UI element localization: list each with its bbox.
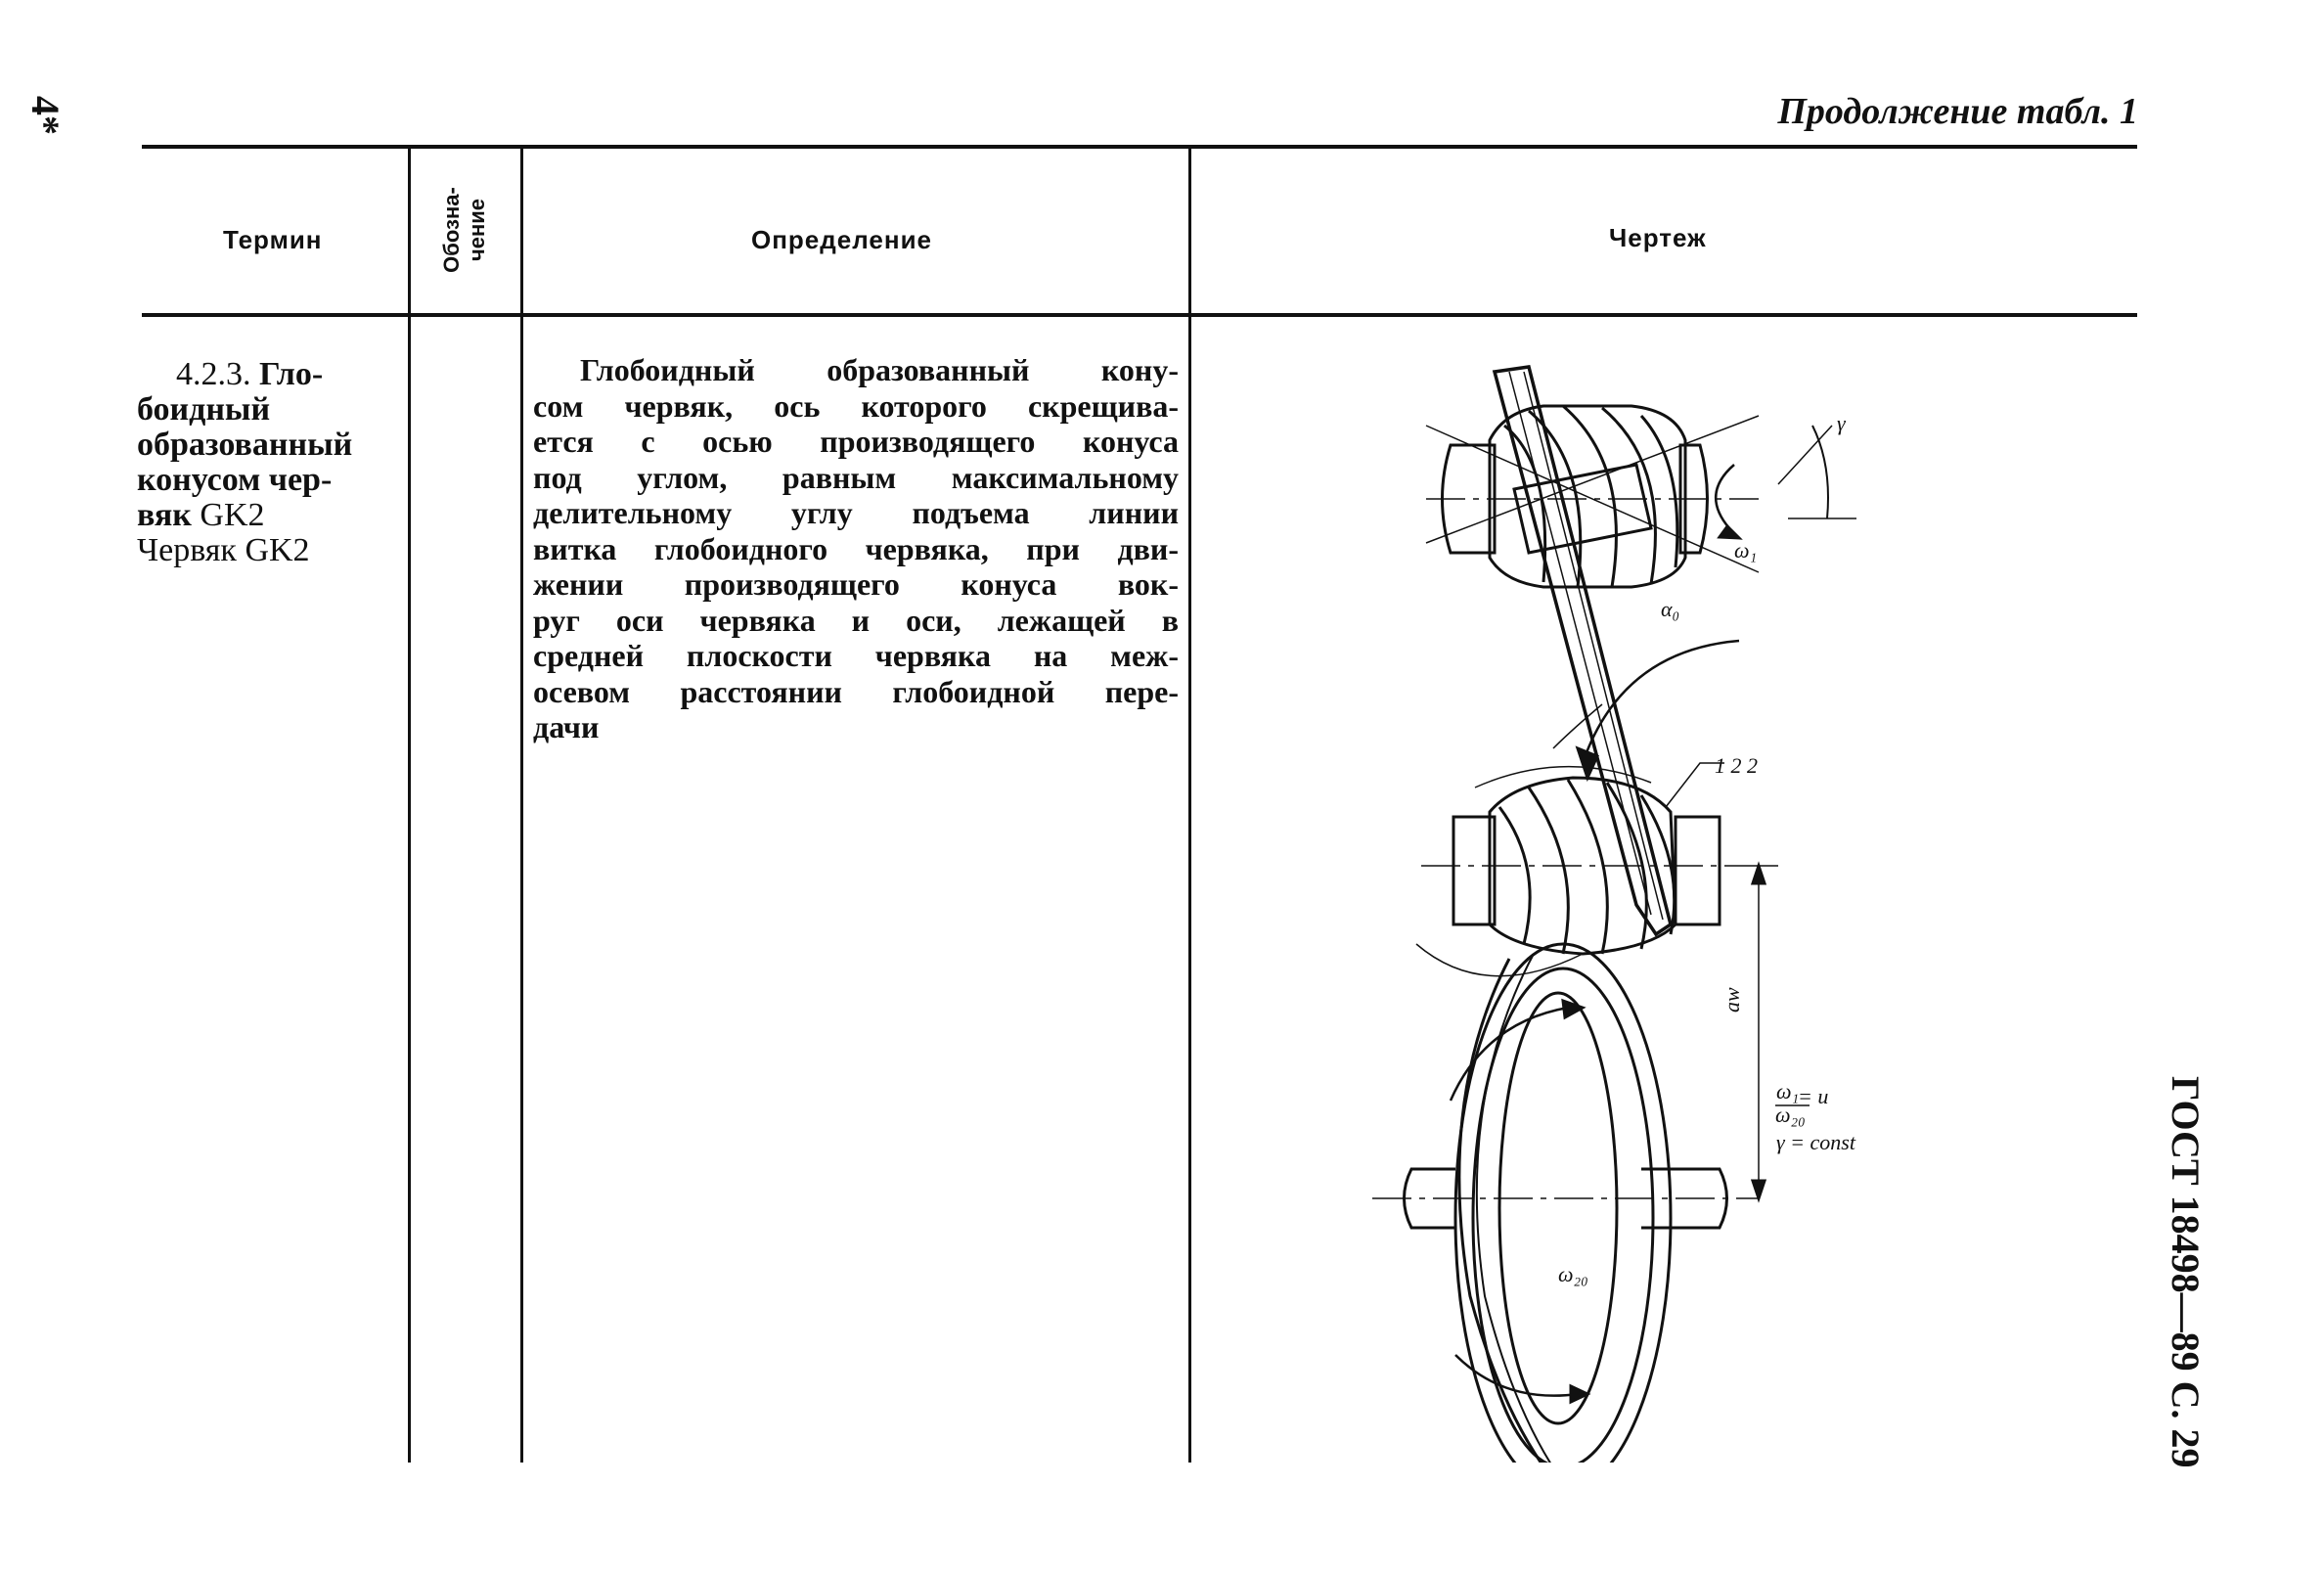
def-line-9: средней плоскости червяка на меж- bbox=[533, 638, 1179, 673]
term-code: GK2 bbox=[200, 497, 265, 533]
side-label: ГОСТ 18498—89 С. 29 bbox=[2164, 1076, 2208, 1468]
header-term: Термин bbox=[223, 225, 323, 254]
header-drawing: Чертеж bbox=[1609, 223, 1707, 252]
header-definition: Определение bbox=[751, 225, 933, 254]
def-line-4: под углом, равным максимальному bbox=[533, 459, 1179, 495]
label-parts: 1 2 2 bbox=[1715, 753, 1758, 778]
continued-label: Продолжение табл. 1 bbox=[1777, 91, 2138, 132]
def-line-10: осевом расстоянии глобоидной пере- bbox=[533, 673, 1179, 709]
def-line-3: ется с осью производящего конуса bbox=[533, 424, 1179, 459]
term-bold-line-5: вяк bbox=[137, 497, 192, 533]
label-alpha0: α₀ bbox=[1661, 597, 1680, 621]
term-bold-line-4: конусом чер- bbox=[137, 462, 333, 498]
col-divider-1 bbox=[408, 147, 411, 1463]
def-line-11: дачи bbox=[533, 709, 600, 744]
def-line-6: витка глобоидного червяка, при дви- bbox=[533, 530, 1179, 566]
col-divider-2 bbox=[520, 147, 523, 1463]
label-omega1: ω₁ bbox=[1734, 538, 1758, 563]
term-number: 4.2.3. bbox=[176, 356, 251, 392]
term-bold-line-3: образованный bbox=[137, 427, 353, 463]
term-alt: Червяк GK2 bbox=[137, 532, 310, 568]
label-ratio-den: ω₂₀ bbox=[1775, 1103, 1806, 1127]
def-line-5: делительному углу подъема линии bbox=[533, 495, 1179, 530]
technical-drawing bbox=[1191, 318, 1935, 1463]
def-line-2: сом червяк, ось которого скрещива- bbox=[533, 387, 1179, 424]
term-bold-line-1: Гло- bbox=[259, 356, 324, 392]
definition-cell bbox=[533, 352, 1179, 745]
def-line-1: Глобоидный образованный кону- bbox=[580, 352, 1179, 387]
corner-mark: 4* bbox=[23, 96, 67, 135]
label-gamma-const: γ = const bbox=[1776, 1130, 1855, 1154]
label-ratio-num: ω₁ bbox=[1776, 1079, 1800, 1103]
label-omega20: ω₂₀ bbox=[1558, 1262, 1588, 1286]
def-line-7: жении производящего конуса вок- bbox=[533, 566, 1179, 602]
term-bold-line-2: боидный bbox=[137, 391, 271, 428]
term-cell bbox=[137, 357, 377, 568]
header-designation bbox=[411, 147, 520, 313]
header-designation-text: Обозна- чение bbox=[439, 187, 489, 273]
label-gamma: γ bbox=[1837, 411, 1846, 435]
label-ratio-eq: = u bbox=[1798, 1084, 1829, 1108]
label-aw: aw bbox=[1720, 987, 1744, 1013]
lower-figure bbox=[1372, 763, 1778, 1463]
def-line-8: руг оси червяка и оси, лежащей в bbox=[533, 602, 1179, 638]
